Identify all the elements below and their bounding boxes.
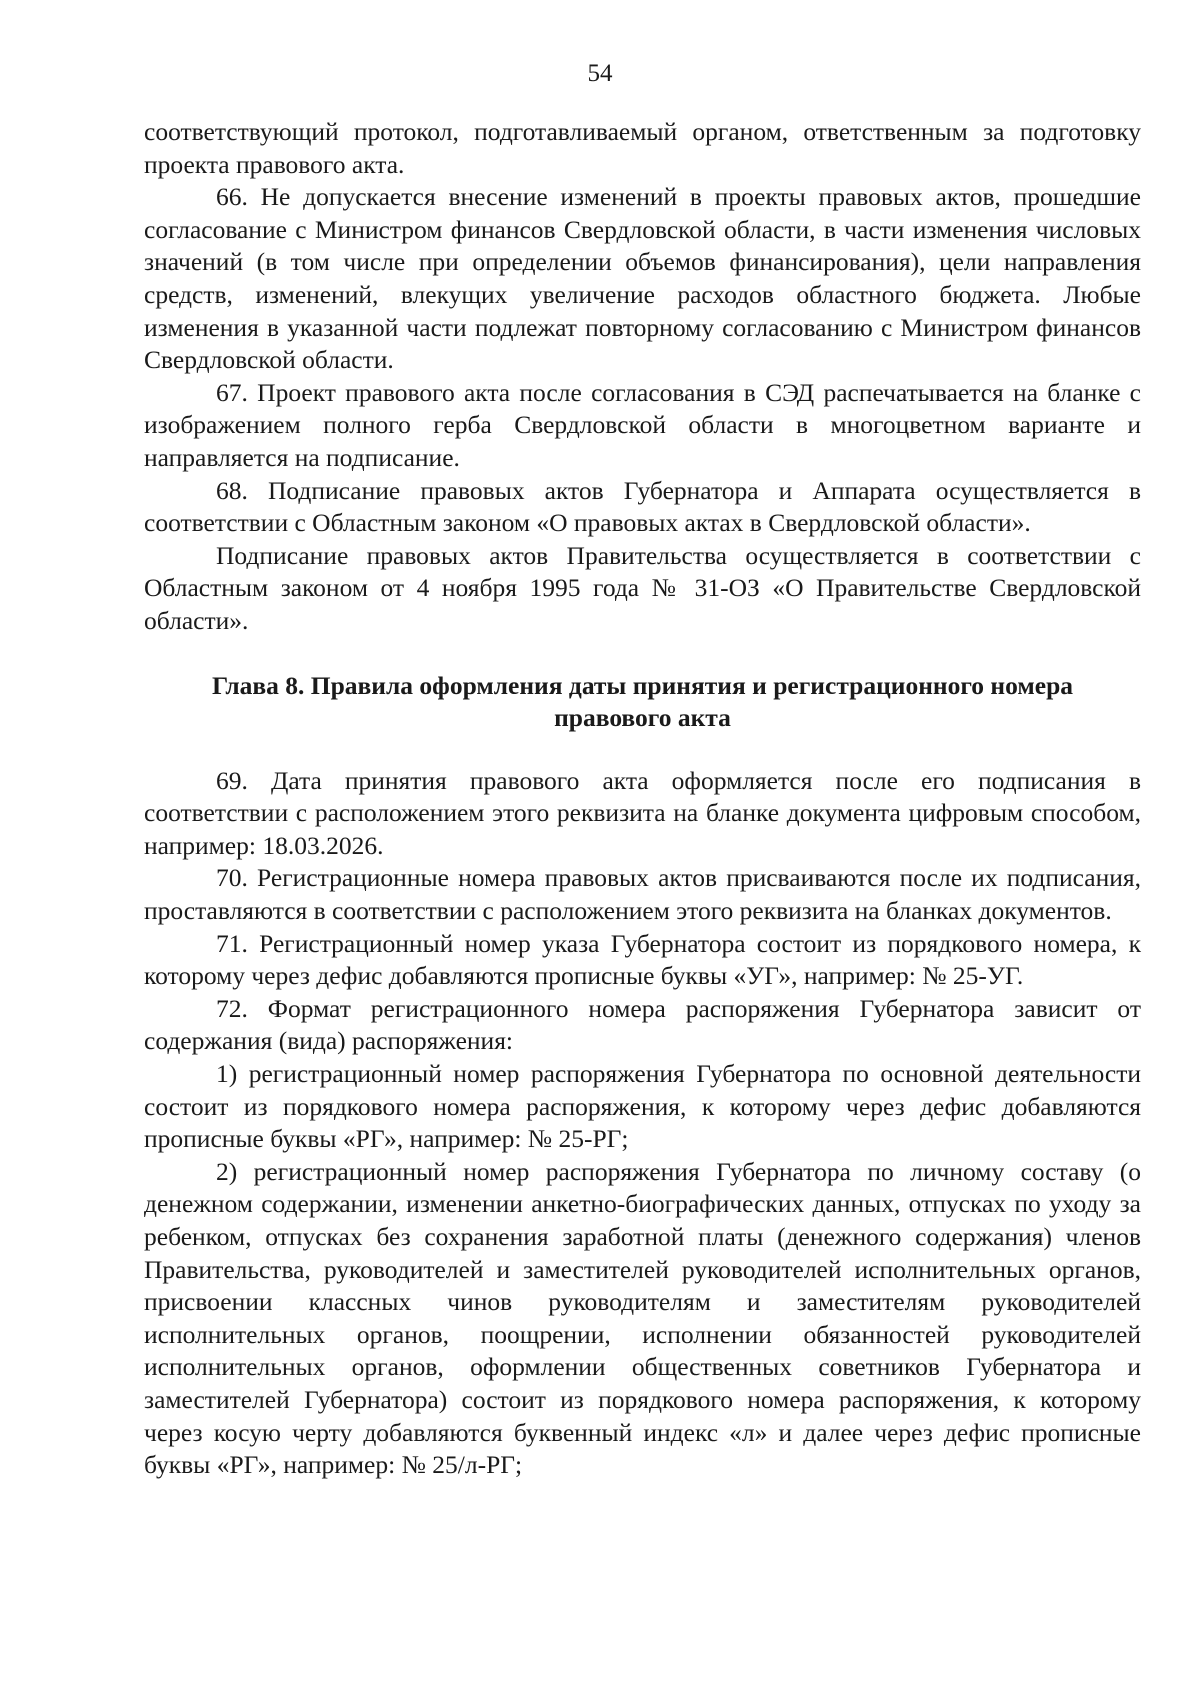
paragraph-68-continued: Подписание правовых актов Правительства осуществляется в соответствии с Областным законом от 4 ноября 1995 года № 31-ОЗ «О Правительстве Свердловской области». <box>144 540 1141 635</box>
list-item-2: 2) регистрационный номер распоряжения Губернатора по личному составу (о денежном содержании, изменении анкетно-биографических данных, отпусках по уходу за ребенком, отпусках без сохранения заработной платы (денежного содержания) членов Правительства, руководителей и заместителей руководителей исполнительных органов, присвоении классных чинов руководителям и заместителям руководителей исполнительных органов, поощрении, исполнении обязанностей руководителей исполнительных органов, оформлении общественных советников Губернатора и заместителей Губернатора) состоит из порядкового номера распоряжения, к которому через косую черту добавляются буквенный индекс «л» и далее через дефис прописные буквы «РГ», например: № 25/л-РГ; <box>144 1156 1141 1480</box>
list-item-1: 1) регистрационный номер распоряжения Губернатора по основной деятельности состоит из порядкового номера распоряжения, к которому через дефис добавляются прописные буквы «РГ», например: № 25-РГ; <box>144 1059 1141 1154</box>
page-number: 54 <box>587 60 613 87</box>
paragraph-71: 71. Регистрационный номер указа Губернатора состоит из порядкового номера, к которому через дефис добавляются прописные буквы «УГ», например: № 25-УГ. <box>144 928 1141 991</box>
chapter-heading: Глава 8. Правила оформления даты принятия и регистрационного номера правового акта <box>211 670 1074 733</box>
paragraph-68: 68. Подписание правовых актов Губернатора и Аппарата осуществляется в соответствии с Областным законом «О правовых актах в Свердловской области». <box>144 475 1141 538</box>
paragraph: соответствующий протокол, подготавливаемый органом, ответственным за подготовку проекта правового акта. <box>144 117 1141 179</box>
paragraph-69: 69. Дата принятия правового акта оформляется после его подписания в соответствии с расположением этого реквизита на бланке документа цифровым способом, например: 18.03.2026. <box>144 765 1141 860</box>
paragraph-70: 70. Регистрационные номера правовых актов присваиваются после их подписания, проставляются в соответствии с расположением этого реквизита на бланках документов. <box>144 863 1141 926</box>
paragraph-67: 67. Проект правового акта после согласования в СЭД распечатывается на бланке с изображением полного герба Свердловской области в многоцветном варианте и направляется на подписание. <box>144 377 1141 472</box>
paragraph-66: 66. Не допускается внесение изменений в проекты правовых актов, прошедшие согласование с Министром финансов Свердловской области, в части изменения числовых значений (в том числе при определении объемов финансирования), цели направления средств, изменений, влекущих увеличение расходов областного бюджета. Любые изменения в указанной части подлежат повторному согласованию с Министром финансов Свердловской области. <box>144 182 1141 375</box>
paragraph-72: 72. Формат регистрационного номера распоряжения Губернатора зависит от содержания (вида) распоряжения: <box>144 993 1141 1056</box>
document-body <box>144 116 1141 1482</box>
